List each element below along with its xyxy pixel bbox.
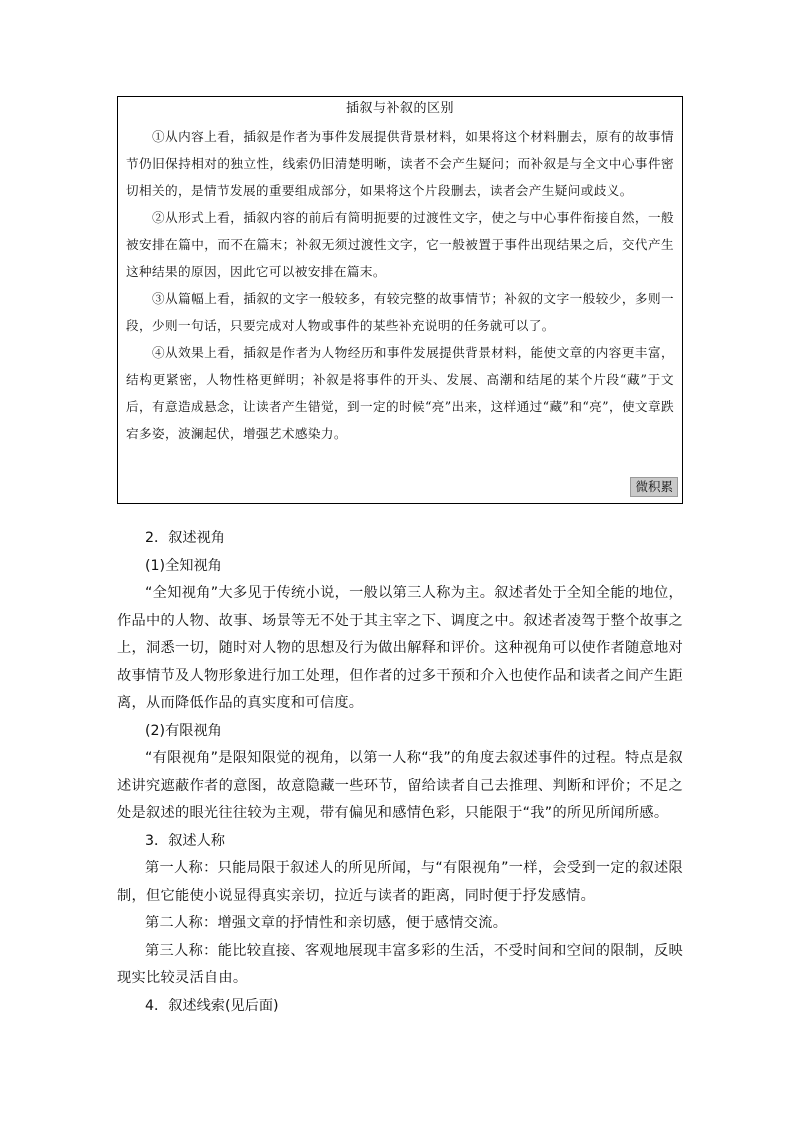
paragraph-third-person: 第三人称：能比较直接、客观地展现丰富多彩的生活，不受时间和空间的限制，反映现实比较灵活自由。 xyxy=(117,942,683,986)
section-heading-narrative-perspective: 2．叙述视角 xyxy=(145,530,225,546)
subheading-limited-perspective: (2)有限视角 xyxy=(145,722,222,739)
paragraph-second-person: 第二人称：增强文章的抒情性和亲切感，便于感情交流。 xyxy=(145,915,508,931)
section-heading-narrative-clue: 4．叙述线索(见后面) xyxy=(145,997,279,1014)
subheading-omniscient-perspective: (1)全知视角 xyxy=(145,557,222,574)
note-box xyxy=(117,96,683,504)
main-content xyxy=(117,525,683,1020)
note-box-title: 插叙与补叙的区别 xyxy=(345,101,454,116)
note-paragraph-content: ①从内容上看，插叙是作者为事件发展提供背景材料，如果将这个材料删去，原有的故事情节仍旧保持相对的独立性，线索仍旧清楚明晰，读者不会产生疑问；而补叙是与全文中心事件密切相关的，是情节发展的重要组成部分，如果将这个片段删去，读者会产生疑问或歧义。 xyxy=(126,129,674,198)
micro-accumulation-badge: 微积累 xyxy=(630,477,678,497)
note-paragraph-effect: ④从效果上看，插叙是作者为人物经历和事件发展提供背景材料，能使文章的内容更丰富，结构更紧密，人物性格更鲜明；补叙是将事件的开头、发展、高潮和结尾的某个片段“藏”于文后，有意造成悬念，让读者产生错觉，到一定的时候“亮”出来，这样通过“藏”和“亮”，使文章跌宕多姿，波澜起伏，增强艺术感染力。 xyxy=(126,345,674,441)
note-paragraph-form: ②从形式上看，插叙内容的前后有简明扼要的过渡性文字，使之与中心事件衔接自然，一般被安排在篇中，而不在篇末；补叙无须过渡性文字，它一般被置于事件出现结果之后，交代产生这种结果的原因，因此它可以被安排在篇末。 xyxy=(126,210,674,279)
note-paragraph-length: ③从篇幅上看，插叙的文字一般较多，有较完整的故事情节；补叙的文字一般较少，多则一段，少则一句话，只要完成对人物或事件的某些补充说明的任务就可以了。 xyxy=(126,291,674,333)
paragraph-omniscient-perspective: “全知视角”大多见于传统小说，一般以第三人称为主。叙述者处于全知全能的地位，作品中的人物、故事、场景等无不处于其主宰之下、调度之中。叙述者凌驾于整个故事之上，洞悉一切，随时对人物的思想及行为做出解释和评价。这种视角可以使作者随意地对故事情节及人物形象进行加工处理，但作者的过多干预和介入也使作品和读者之间产生距离，从而降低作品的真实度和可信度。 xyxy=(117,585,683,711)
section-heading-narrative-person: 3．叙述人称 xyxy=(145,832,225,849)
paragraph-limited-perspective: “有限视角”是限知限觉的视角，以第一人称“我”的角度去叙述事件的过程。特点是叙述讲究遮蔽作者的意图，故意隐藏一些环节，留给读者自己去推理、判断和评价；不足之处是叙述的眼光往往较为主观，带有偏见和感情色彩，只能限于“我”的所见所闻所感。 xyxy=(117,750,683,821)
paragraph-first-person: 第一人称：只能局限于叙述人的所见所闻，与“有限视角”一样，会受到一定的叙述限制，但它能使小说显得真实亲切，拉近与读者的距离，同时便于抒发感情。 xyxy=(117,860,683,904)
